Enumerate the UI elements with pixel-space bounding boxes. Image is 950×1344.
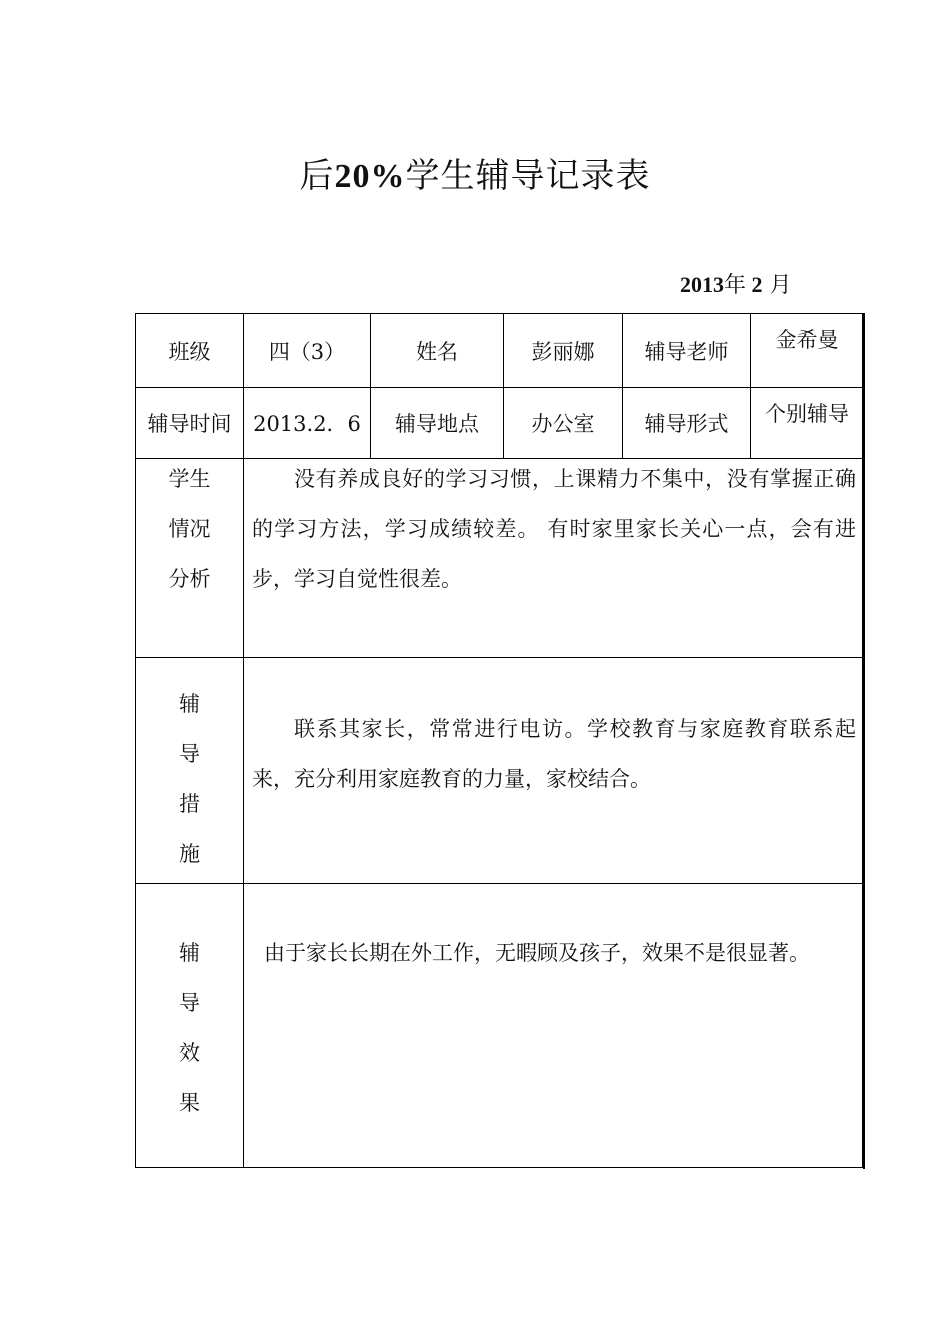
name-value: 彭丽娜 <box>531 339 595 364</box>
place-value: 办公室 <box>531 412 595 436</box>
effect-text: 由于家长长期在外工作，无暇顾及孩子，效果不是很显著。 <box>264 941 810 965</box>
teacher-label: 辅导老师 <box>644 339 729 364</box>
table-right-edge <box>863 313 865 1169</box>
time-label: 辅导时间 <box>147 412 232 436</box>
analysis-label: 学生 情况 分析 <box>168 467 211 591</box>
record-date: 2013年 2 月 <box>680 272 792 298</box>
page-title: 后20%学生辅导记录表 <box>299 156 651 196</box>
row-divider <box>136 883 862 884</box>
class-label: 班级 <box>168 339 211 364</box>
teacher-value: 金希曼 <box>775 328 839 352</box>
place-label: 辅导地点 <box>395 412 479 436</box>
analysis-text: 没有养成良好的学习习惯，上课精力不集中，没有掌握正确的学习方法，学习成绩较差。 有时家里家长关心一点，会有进步，学习自觉性很差。 <box>252 467 856 591</box>
measures-label: 辅 导 措 施 <box>179 692 200 866</box>
measures-text: 联系其家长，常常进行电访。学校教育与家庭教育联系起来，充分利用家庭教育的力量，家校结合。 <box>252 717 856 791</box>
class-value: 四（3） <box>268 339 346 364</box>
record-form <box>135 313 863 1168</box>
name-label: 姓名 <box>416 339 458 364</box>
form-label: 辅导形式 <box>644 412 729 436</box>
time-value: 2013.2．6 <box>253 412 361 436</box>
form-value: 个别辅导 <box>765 402 849 426</box>
row-divider <box>136 657 862 658</box>
effect-label: 辅 导 效 果 <box>179 941 200 1115</box>
